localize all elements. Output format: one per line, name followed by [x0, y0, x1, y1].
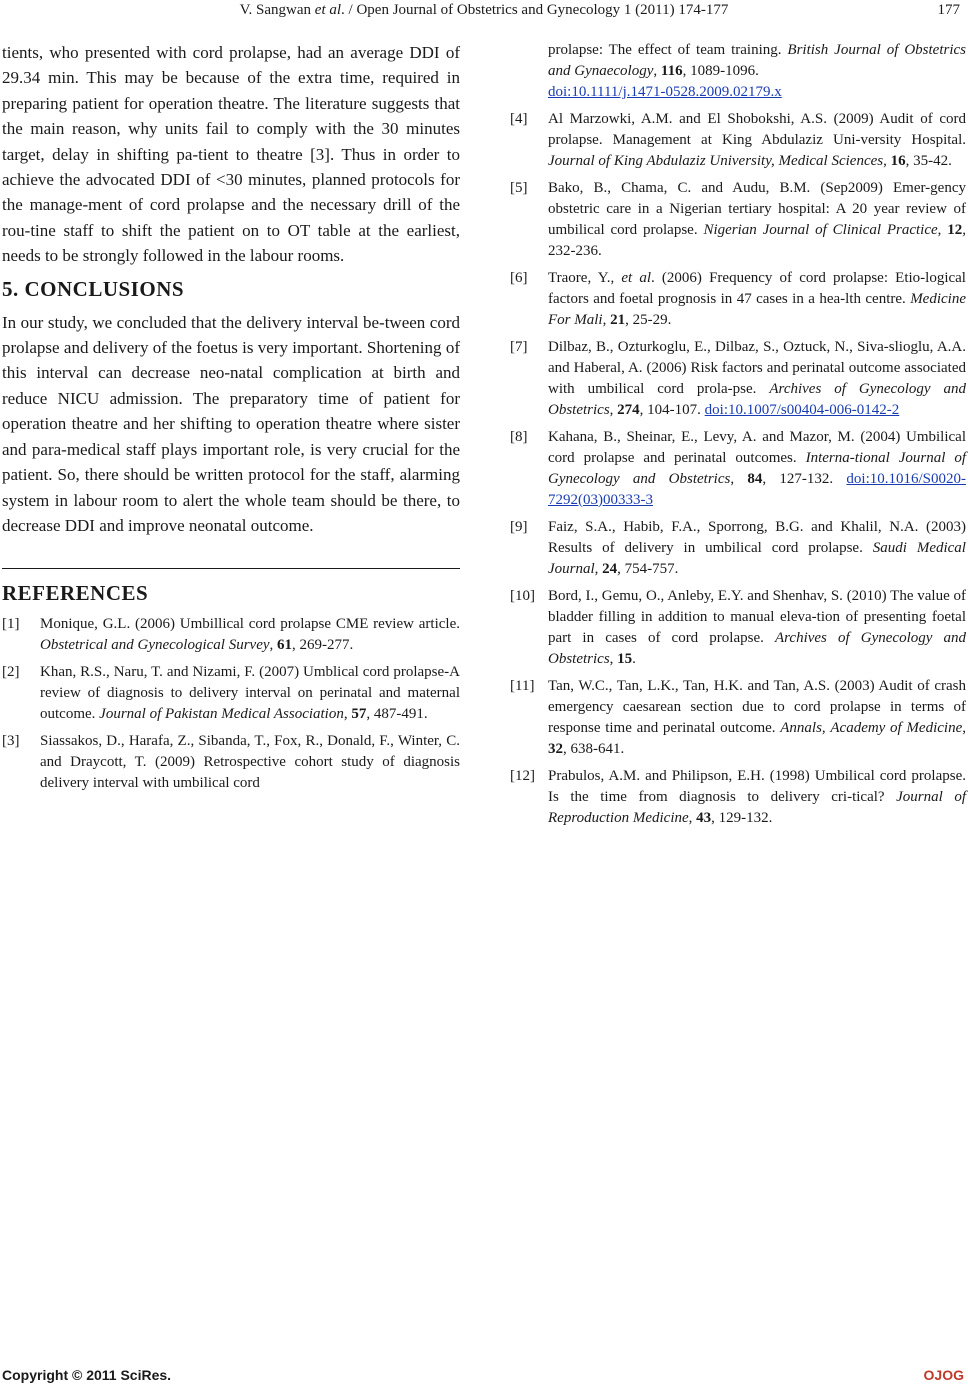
reference-sep: , — [688, 810, 697, 826]
reference-volume: 61 — [277, 637, 293, 654]
running-head-journal: . / Open Journal of Obstetrics and Gynecology 1 (2011) 174-177 — [341, 2, 729, 18]
reference-journal: Medicine For Mali — [548, 291, 966, 328]
references-heading: REFERENCES — [2, 581, 149, 606]
reference-journal: Archives of Gynecology and Obstetrics — [548, 381, 966, 418]
reference-volume: 84 — [747, 471, 763, 487]
reference-text: Traore, Y., — [548, 270, 622, 286]
reference-item-2 — [2, 662, 460, 725]
reference-number: [1] — [2, 616, 20, 633]
reference-item-9 — [510, 517, 966, 580]
reference-volume: 15 — [617, 651, 633, 667]
reference-item-6 — [510, 268, 966, 331]
reference-volume: 21 — [610, 312, 626, 328]
reference-pages: , 232-236. — [548, 222, 967, 259]
reference-pages: , 1089-1096. — [682, 63, 759, 79]
reference-text: Bord, I., Gemu, O., Anleby, E.Y. and Shenhav, S. (2010) The value of bladder filling in addition to manual eleva-tion of presenting foetal part in cases of cord prolapse. — [548, 588, 966, 646]
reference-item-11 — [510, 676, 966, 760]
reference-journal: Interna-tional Journal of Gynecology and Obstetrics — [548, 450, 966, 487]
reference-text-part2: prolapse: The effect of team training. — [548, 42, 788, 58]
reference-journal: Academy of Medicine — [830, 720, 963, 736]
reference-pages: , 269-277. — [292, 637, 354, 654]
reference-number: [6] — [510, 270, 528, 286]
reference-number: [8] — [510, 429, 528, 445]
reference-volume: 24 — [602, 561, 618, 577]
reference-item-10 — [510, 586, 966, 670]
reference-sep: , — [962, 720, 966, 736]
reference-volume: 43 — [696, 810, 712, 826]
reference-pages: , 129-132. — [711, 810, 773, 826]
right-column — [510, 40, 966, 835]
reference-item-4 — [510, 109, 966, 172]
reference-pages: , 638-641. — [563, 741, 625, 757]
reference-sep: , — [269, 637, 278, 654]
reference-pages: , 25-29. — [625, 312, 672, 328]
reference-journal: Journal of Pakistan Medical Association — [99, 706, 344, 723]
running-header — [0, 2, 968, 24]
conclusions-heading: 5. CONCLUSIONS — [2, 276, 185, 301]
reference-text: Prabulos, A.M. and Philipson, E.H. (1998) Umbilical cord prolapse. Is the time from diagnosis to delivery cri-tical? — [548, 768, 966, 805]
reference-volume: 32 — [548, 741, 563, 757]
reference-sep: , — [653, 63, 661, 79]
running-head-authors: V. Sangwan — [239, 2, 315, 18]
reference-etal: et al — [621, 270, 652, 286]
page-number: 177 — [937, 2, 960, 18]
reference-sep: , — [343, 706, 352, 723]
reference-pages: , 104-107. — [639, 402, 705, 418]
reference-pages: . — [632, 651, 636, 667]
reference-item-3 — [2, 731, 460, 794]
reference-item-8 — [510, 427, 966, 511]
reference-volume: 57 — [351, 706, 367, 723]
reference-sep: , — [602, 312, 611, 328]
reference-sep: , — [609, 651, 618, 667]
reference-journal: Journal of King Abdulaziz University, Medical Sciences — [548, 153, 884, 169]
reference-text: Faiz, S.A., Habib, F.A., Sporrong, B.G. and Khalil, N.A. (2003) Results of delivery in umbilical cord prolapse. — [548, 519, 966, 556]
reference-sep: , — [883, 153, 891, 169]
conclusions-paragraph: In our study, we concluded that the delivery interval be-tween cord prolapse and delivery of the foetus is very important. Shortening of this interval can decrease neo-natal complication at birth and reduce NICU admission. The preparatory time of patient for operation theatre and her shifting to operation theatre where sister and para-medical staff plays important role, is very crucial for the patient. So, there should be written protocol for the staff, alarming system in labour room to alert the whole team should be there, to decrease DDI and improve neonatal outcome. — [2, 312, 460, 535]
reference-text: Tan, W.C., Tan, L.K., Tan, H.K. and Tan, A.S. (2003) Audit of crash emergency caesarean section due to cord prolapse in terms of response time and perinatal outcome. — [548, 678, 966, 736]
reference-pages: , 487-491. — [366, 706, 428, 723]
reference-item-5 — [510, 178, 966, 262]
reference-number: [4] — [510, 111, 528, 127]
reference-number: [9] — [510, 519, 528, 535]
reference-sep: , — [821, 720, 831, 736]
reference-number: [5] — [510, 180, 528, 196]
reference-text: Al Marzowki, A.M. and El Shobokshi, A.S. (2009) Audit of cord prolapse. Management at King Abdulaziz Uni-versity Hospital. — [548, 111, 966, 148]
reference-sep: , — [609, 402, 618, 418]
running-head — [0, 2, 968, 19]
running-head-etal: et al — [314, 2, 342, 18]
reference-pages: , 35-42. — [905, 153, 952, 169]
reference-item-12 — [510, 766, 966, 829]
reference-text: Kahana, B., Sheinar, E., Levy, A. and Mazor, M. (2004) Umbilical cord prolapse and perinatal outcomes. — [548, 429, 966, 466]
reference-volume: 116 — [660, 63, 683, 79]
reference-number: [7] — [510, 339, 528, 355]
reference-journal: Annals — [780, 720, 822, 736]
doi-link[interactable]: doi:10.1007/s00404-006-0142-2 — [704, 402, 900, 418]
reference-journal: Journal of Reproduction Medicine — [548, 789, 966, 826]
reference-item-7 — [510, 337, 966, 421]
reference-pages: , 754-757. — [617, 561, 679, 577]
reference-number: [10] — [510, 588, 535, 604]
reference-journal: Archives of Gynecology and Obstetrics — [548, 630, 966, 667]
reference-journal: Saudi Medical Journal — [548, 540, 966, 577]
reference-text: Monique, G.L. (2006) Umbillical cord prolapse CME review article. — [40, 616, 460, 633]
reference-text: Dilbaz, B., Ozturkoglu, E., Dilbaz, S., Oztuck, N., Siva-slioglu, A.A. and Haberal, A. (2006) Risk factors and perinatal outcome associated with umbilical cord prola-pse. — [548, 339, 966, 397]
reference-number: [11] — [510, 678, 535, 694]
reference-item-3-continued — [510, 40, 966, 103]
reference-sep: , — [937, 222, 948, 238]
reference-number: [12] — [510, 768, 535, 784]
reference-journal: Obstetrical and Gynecological Survey — [40, 637, 270, 654]
reference-sep: , — [730, 471, 748, 487]
copyright-notice: Copyright © 2011 SciRes. — [2, 1367, 172, 1383]
journal-abbrev: OJOG — [923, 1367, 964, 1383]
doi-link[interactable]: doi:10.1111/j.1471-0528.2009.02179.x — [548, 84, 782, 100]
reference-text: Khan, R.S., Naru, T. and Nizami, F. (2007) Umblical cord prolapse-A review of diagnosis to delivery interval on perinatal and maternal outcome. — [40, 664, 460, 723]
reference-volume: 274 — [617, 402, 640, 418]
reference-text-part1: Siassakos, D., Harafa, Z., Sibanda, T., Fox, R., Donald, F., Winter, C. and Draycott, T. (2009) Retrospective cohort study of diagnosis delivery interval with umbilical cord — [40, 733, 460, 792]
reference-number: [2] — [2, 664, 20, 681]
reference-sep: , — [594, 561, 603, 577]
doi-link[interactable]: doi:10.1016/S0020-7292(03)00333-3 — [548, 471, 967, 508]
page-footer — [0, 1367, 968, 1385]
discussion-continuation-paragraph: tients, who presented with cord prolapse, had an average DDI of 29.34 min. This may be because of the extra time, required in preparing patient for operation theatre. The literature suggests that the main reason, why units fail to comply with the 30 minutes target, delay in shifting pa-tient to theatre [3]. Thus in order to achieve the advocated DDI of <30 minutes, planned protocols for the manage-ment of cord prolapse and the necessary drill of the rou-tine staff to shift the patient on to OT table at the earliest, needs to be strongly followed in the labour rooms. — [2, 43, 460, 266]
reference-number: [3] — [2, 733, 20, 750]
reference-volume: 12 — [947, 222, 963, 238]
left-column — [2, 40, 460, 800]
reference-text: Bako, B., Chama, C. and Audu, B.M. (Sep2009) Emer-gency obstetric care in a Nigerian tertiary hospital: A 20 year review of umbilical cord prolapse. — [548, 180, 966, 238]
reference-text: . (2006) Frequency of cord prolapse: Etio-logical factors and foetal prognosis in 47 cases in a hea-lth centre. — [548, 270, 966, 307]
section-divider — [2, 568, 460, 569]
reference-journal: British Journal of Obstetrics and Gynaecology — [548, 42, 966, 79]
reference-pages: , 127-132. — [762, 471, 847, 487]
reference-journal: Nigerian Journal of Clinical Practice — [703, 222, 938, 238]
reference-item-1 — [2, 614, 460, 656]
reference-volume: 16 — [890, 153, 906, 169]
